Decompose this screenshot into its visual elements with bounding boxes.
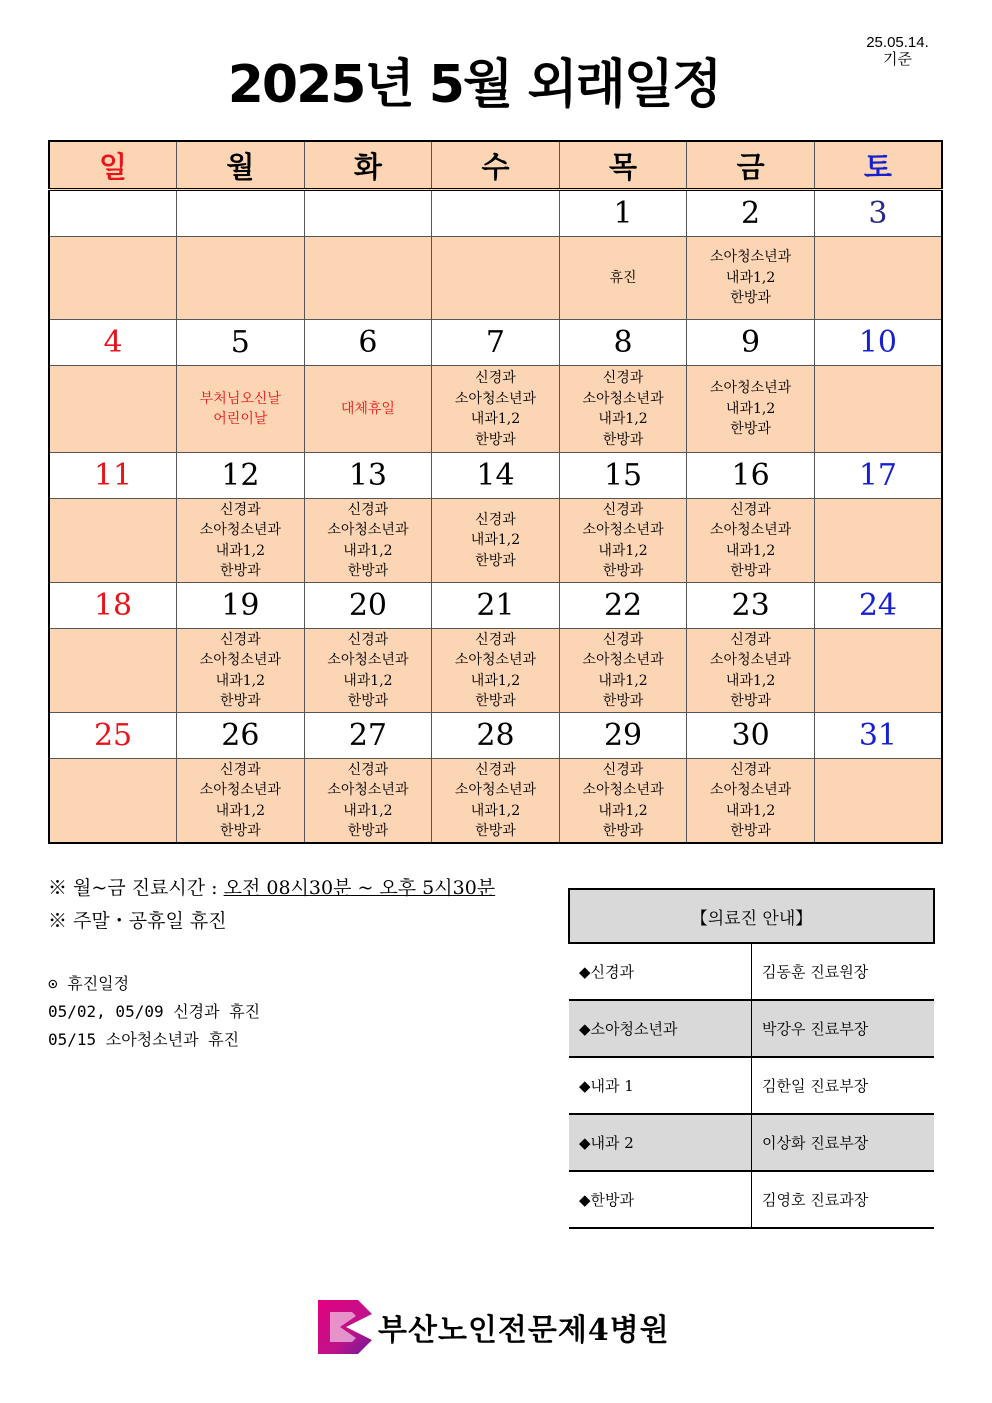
- schedule-cell: [177, 237, 305, 320]
- date-cell: 1: [559, 190, 687, 237]
- schedule-row: [49, 237, 942, 320]
- staff-row: [569, 1000, 934, 1057]
- date-cell: 2: [687, 190, 815, 237]
- date-cell: [432, 190, 560, 237]
- date-cell: 12: [177, 453, 305, 499]
- staff-doctor: 박강우 진료부장: [752, 1000, 935, 1057]
- basis-date: 25.05.14.: [866, 34, 929, 51]
- hours-note: [48, 872, 495, 905]
- schedule-cell: [814, 629, 942, 713]
- staff-doctor: 김한일 진료부장: [752, 1057, 935, 1114]
- date-cell: [49, 190, 177, 237]
- date-cell: 5: [177, 320, 305, 366]
- schedule-cell: [49, 759, 177, 844]
- schedule-cell: 신경과 소아청소년과 내과1,2 한방과: [304, 629, 432, 713]
- date-cell: 19: [177, 583, 305, 629]
- date-cell: 9: [687, 320, 815, 366]
- date-cell: 21: [432, 583, 560, 629]
- schedule-cell: 신경과 소아청소년과 내과1,2 한방과: [432, 629, 560, 713]
- closure-schedule: [48, 970, 260, 1054]
- schedule-row: [49, 499, 942, 583]
- date-cell: 3: [814, 190, 942, 237]
- date-row: [49, 713, 942, 759]
- schedule-cell: 신경과 소아청소년과 내과1,2 한방과: [177, 629, 305, 713]
- schedule-cell: [49, 629, 177, 713]
- hospital-name: 부산노인전문제4병원: [378, 1313, 670, 1348]
- page-title: 2025년 5월 외래일정: [227, 55, 721, 115]
- schedule-cell: 신경과 소아청소년과 내과1,2 한방과: [177, 499, 305, 583]
- schedule-row: [49, 759, 942, 844]
- closure-line: 05/02, 05/09 신경과 휴진: [48, 1002, 261, 1021]
- staff-dept: ◆내과 1: [569, 1057, 752, 1114]
- date-cell: 31: [814, 713, 942, 759]
- schedule-cell: [814, 759, 942, 844]
- date-cell: 25: [49, 713, 177, 759]
- weekday-header-row: [49, 141, 942, 190]
- schedule-cell: 신경과 내과1,2 한방과: [432, 499, 560, 583]
- schedule-cell: 휴진: [559, 237, 687, 320]
- date-row: [49, 320, 942, 366]
- weekday-sat: 토: [814, 141, 942, 190]
- staff-dept: ◆소아청소년과: [569, 1000, 752, 1057]
- hours-prefix: ※ 월~금 진료시간 :: [48, 877, 224, 899]
- date-cell: 7: [432, 320, 560, 366]
- staff-doctor: 김영호 진료과장: [752, 1171, 935, 1228]
- date-cell: 23: [687, 583, 815, 629]
- schedule-cell: 신경과 소아청소년과 내과1,2 한방과: [559, 499, 687, 583]
- date-cell: 20: [304, 583, 432, 629]
- schedule-cell: 대체휴일: [304, 366, 432, 453]
- schedule-cell: 신경과 소아청소년과 내과1,2 한방과: [559, 366, 687, 453]
- date-cell: 27: [304, 713, 432, 759]
- date-cell: 28: [432, 713, 560, 759]
- date-cell: 4: [49, 320, 177, 366]
- date-cell: 26: [177, 713, 305, 759]
- date-cell: 30: [687, 713, 815, 759]
- date-cell: 6: [304, 320, 432, 366]
- weekday-thu: 목: [559, 141, 687, 190]
- date-cell: 8: [559, 320, 687, 366]
- date-cell: 29: [559, 713, 687, 759]
- date-cell: [177, 190, 305, 237]
- weekend-note: ※ 주말・공휴일 휴진: [48, 910, 227, 932]
- staff-table-title: 【의료진 안내】: [569, 889, 934, 943]
- schedule-cell: 신경과 소아청소년과 내과1,2 한방과: [432, 366, 560, 453]
- schedule-row: [49, 629, 942, 713]
- closure-line: 05/15 소아청소년과 휴진: [48, 1030, 240, 1049]
- date-cell: [304, 190, 432, 237]
- schedule-cell: 신경과 소아청소년과 내과1,2 한방과: [177, 759, 305, 844]
- schedule-cell: [814, 366, 942, 453]
- schedule-cell: [814, 237, 942, 320]
- schedule-cell: 신경과 소아청소년과 내과1,2 한방과: [559, 629, 687, 713]
- date-cell: 10: [814, 320, 942, 366]
- schedule-cell: 신경과 소아청소년과 내과1,2 한방과: [687, 759, 815, 844]
- schedule-cell: 부처님오신날 어린이날: [177, 366, 305, 453]
- staff-row: [569, 1057, 934, 1114]
- weekday-fri: 금: [687, 141, 815, 190]
- hospital-logo: [316, 1296, 670, 1358]
- schedule-row: [49, 366, 942, 453]
- schedule-cell: 신경과 소아청소년과 내과1,2 한방과: [687, 499, 815, 583]
- schedule-cell: [49, 366, 177, 453]
- date-row: [49, 190, 942, 237]
- date-cell: 24: [814, 583, 942, 629]
- staff-doctor: 이상화 진료부장: [752, 1114, 935, 1171]
- schedule-cell: 신경과 소아청소년과 내과1,2 한방과: [304, 499, 432, 583]
- staff-dept: ◆한방과: [569, 1171, 752, 1228]
- weekday-sun: 일: [49, 141, 177, 190]
- schedule-cell: [49, 499, 177, 583]
- date-row: [49, 453, 942, 499]
- date-cell: 15: [559, 453, 687, 499]
- schedule-cell: [304, 237, 432, 320]
- weekday-tue: 화: [304, 141, 432, 190]
- calendar-body: [49, 190, 942, 844]
- schedule-cell: 신경과 소아청소년과 내과1,2 한방과: [432, 759, 560, 844]
- calendar-table: [48, 140, 943, 844]
- staff-row: [569, 1171, 934, 1228]
- staff-doctor: 김동훈 진료원장: [752, 943, 935, 1000]
- date-cell: 18: [49, 583, 177, 629]
- hospital-logo-icon: [316, 1298, 374, 1356]
- schedule-cell: [432, 237, 560, 320]
- date-row: [49, 583, 942, 629]
- hours-value: 오전 08시30분 ~ 오후 5시30분: [223, 877, 496, 899]
- weekday-wed: 수: [432, 141, 560, 190]
- schedule-cell: [814, 499, 942, 583]
- staff-dept: ◆신경과: [569, 943, 752, 1000]
- staff-row: [569, 943, 934, 1000]
- schedule-cell: 소아청소년과 내과1,2 한방과: [687, 237, 815, 320]
- staff-table: [568, 888, 935, 1229]
- closure-heading: ⊙ 휴진일정: [48, 974, 130, 993]
- staff-row: [569, 1114, 934, 1171]
- date-cell: 17: [814, 453, 942, 499]
- clinic-notes: [48, 872, 495, 938]
- schedule-cell: 신경과 소아청소년과 내과1,2 한방과: [559, 759, 687, 844]
- date-cell: 11: [49, 453, 177, 499]
- date-cell: 14: [432, 453, 560, 499]
- basis-label: 기준: [883, 51, 912, 68]
- schedule-cell: [49, 237, 177, 320]
- date-cell: 16: [687, 453, 815, 499]
- date-cell: 13: [304, 453, 432, 499]
- schedule-cell: 신경과 소아청소년과 내과1,2 한방과: [687, 629, 815, 713]
- weekday-mon: 월: [177, 141, 305, 190]
- schedule-cell: 소아청소년과 내과1,2 한방과: [687, 366, 815, 453]
- staff-dept: ◆내과 2: [569, 1114, 752, 1171]
- date-cell: 22: [559, 583, 687, 629]
- schedule-cell: 신경과 소아청소년과 내과1,2 한방과: [304, 759, 432, 844]
